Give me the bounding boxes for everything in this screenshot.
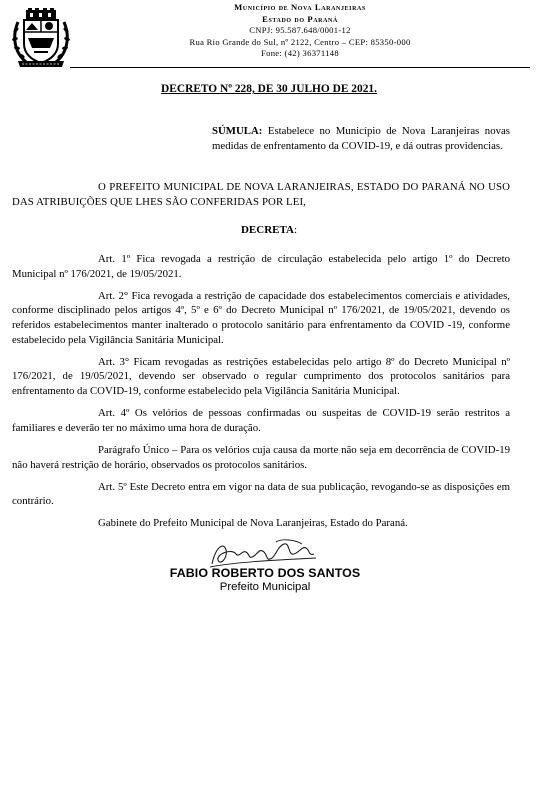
- sumula-block: [212, 124, 510, 153]
- header-divider: [70, 67, 530, 68]
- decree-title-text: DECRETO Nº 228, DE 30 JULHO DE 2021.: [161, 83, 377, 95]
- decreta-heading: [0, 224, 538, 236]
- sumula-text: Estabelece no Município de Nova Laranjeiras novas medidas de enfrentamento da COVID-19, e dá outras providencias.: [212, 125, 510, 152]
- decreta-colon: :: [293, 224, 298, 236]
- sole-paragraph: Parágrafo Único – Para os velórios cuja causa da morte não seja em decorrência de COVID-19 não haverá restrição de horário, observados os protocolos sanitários.: [12, 443, 510, 471]
- letterhead: [80, 2, 520, 60]
- address: Rua Rio Grande do Sul, nº 2122, Centro – CEP: 85350-000: [189, 36, 411, 47]
- intro-paragraph: O PREFEITO MUNICIPAL DE NOVA LARANJEIRAS, ESTADO DO PARANÁ NO USO DAS ATRIBUIÇÕES QUE LHES SÃO CONFERIDAS POR LEI,: [12, 181, 510, 208]
- sumula-label: SÚMULA:: [212, 125, 263, 137]
- article-2: Art. 2° Fica revogada a restrição de capacidade dos estabelecimentos comerciais e atividades, conforme disciplinado pelos artigos 4º, 5º e 6º do Decreto Municipal nº 176/2021, de 19/05/2021, devendo os referidos estabelecimentos manter inalterado o protocolo sanitário para enfrentamento da COVID -19, conforme estabelecido pela Vigilância Sanitária Municipal.: [12, 289, 510, 346]
- municipality-name: Município de Nova Laranjeiras: [234, 2, 366, 12]
- article-3: Art. 3° Ficam revogadas as restrições estabelecidas pelo artigo 8º do Decreto Municipal nº 176/2021, de 19/05/2021, devendo ser observado o regular cumprimento dos protocolos sanitários para enfrentamento da COVID-19, conforme estabelecido pela Vigilância Sanitária Municipal.: [12, 355, 510, 397]
- cnpj: CNPJ: 95.587.648/0001-12: [249, 25, 351, 36]
- decree-title: [0, 83, 538, 95]
- municipal-coat-of-arms: [12, 8, 70, 70]
- decreta-label: DECRETA: [240, 224, 294, 236]
- state-name: Estado do Paraná: [262, 13, 338, 24]
- article-5: Art. 5º Este Decreto entra em vigor na data de sua publicação, revogando-se as disposições em contrário.: [12, 480, 510, 508]
- article-1: Art. 1º Fica revogada a restrição de circulação estabelecida pelo artigo 1º do Decreto Municipal nº 176/2021, de 19/05/2021.: [12, 253, 510, 280]
- signatory-role: Prefeito Municipal: [219, 581, 311, 593]
- closing-line: Gabinete do Prefeito Municipal de Nova Laranjeiras, Estado do Paraná.: [98, 517, 408, 530]
- signatory-name: FABIO ROBERTO DOS SANTOS: [169, 566, 361, 580]
- article-4: Art. 4º Os velórios de pessoas confirmadas ou suspeitas de COVID-19 serão restritos a familiares e deverão ter no máximo uma hora de duração.: [12, 407, 510, 434]
- phone: Fone: (42) 36371148: [261, 48, 339, 59]
- articles-body: [12, 252, 510, 539]
